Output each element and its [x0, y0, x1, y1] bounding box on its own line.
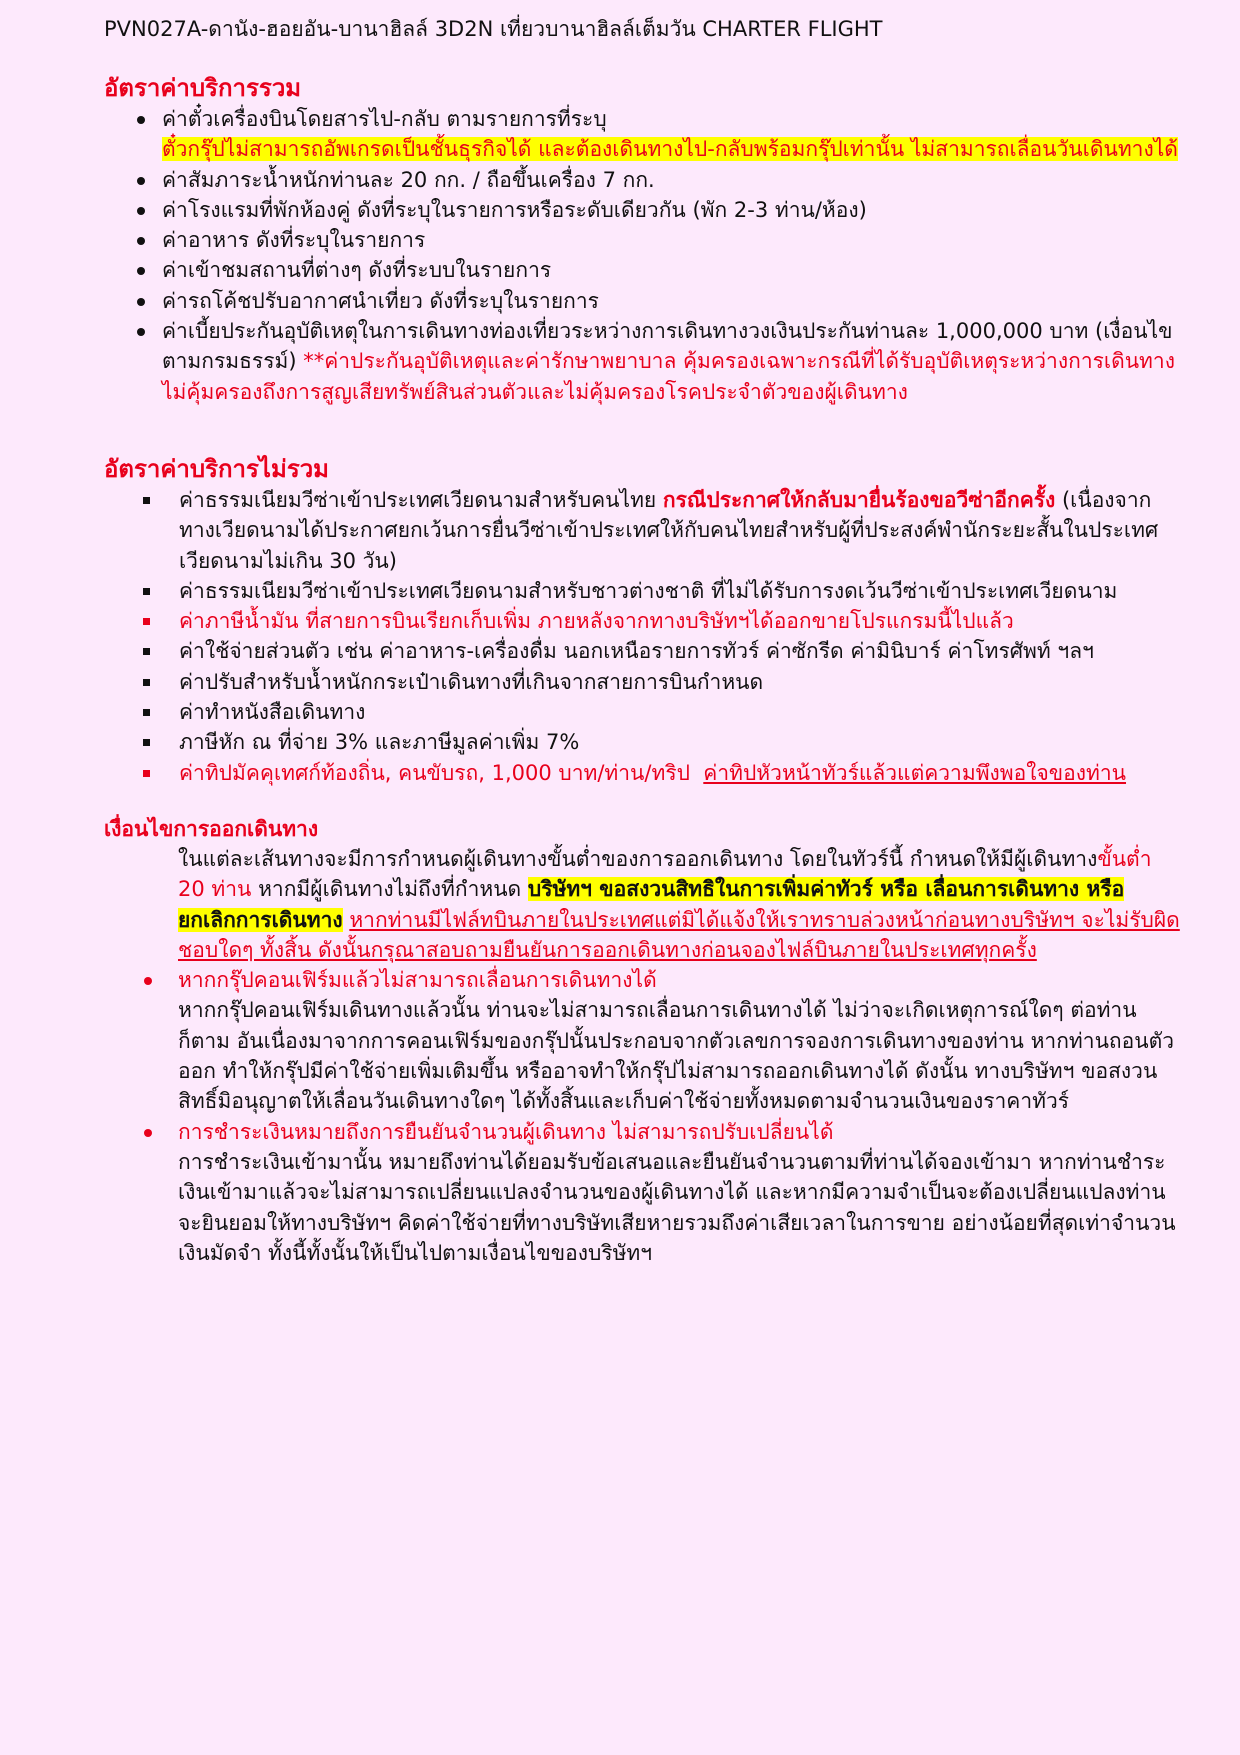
list-item: [104, 225, 1180, 255]
personal-expenses-text: ค่าใช้จ่ายส่วนตัว เช่น ค่าอาหาร-เครื่องดื่ม นอกเหนือรายการทัวร์ ค่าซักรีด ค่ามินิบาร์ ค่าโทรศัพท์ ฯลฯ: [179, 639, 1094, 664]
list-item: [104, 316, 1180, 407]
visa-thai-text: ค่าธรรมเนียมวีซ่าเข้าประเทศเวียดนามสำหรับคนไทย: [179, 487, 657, 512]
included-section: [104, 72, 1180, 407]
visa-thai-note: (เนื่องจากทางเวียดนามได้ประกาศยกเว้นการยื่นวีซ่าเข้าประเทศให้กับคนไทยสำหรับผู้ที่ประสงค์พำนักระยะสั้นในประเทศเวียดนามไม่เกิน 30 วัน): [179, 487, 1159, 573]
list-item: [104, 1117, 1180, 1268]
hotel-text: ค่าโรงแรมที่พักห้องคู่ ดังที่ระบุในรายการหรือระดับเดียวกัน (พัก 2-3 ท่าน/ห้อง): [162, 197, 867, 222]
passport-text: ค่าทำหนังสือเดินทาง: [179, 700, 366, 725]
list-item: [104, 606, 1180, 636]
visa-foreign-text: ค่าธรรมเนียมวีซ่าเข้าประเทศเวียดนามสำหรับชาวต่างชาติ ที่ไม่ได้รับการงดเว้นวีซ่าเข้าประเทศเวียดนาม: [179, 578, 1118, 603]
meals-text: ค่าอาหาร ดังที่ระบุในรายการ: [162, 228, 426, 253]
reservation-rights: บริษัทฯ ขอสงวนสิทธิในการเพิ่มค่าทัวร์ หรือ เลื่อนการเดินทาง หรือ ยกเลิกการเดินทาง: [178, 877, 1125, 932]
visa-thai-bold: กรณีประกาศให้กลับมายื่นร้องขอวีซ่าอีกครั้ง: [662, 487, 1056, 512]
attractions-text: ค่าเข้าชมสถานที่ต่างๆ ดังที่ระบบในรายการ: [162, 258, 552, 283]
list-item: [104, 286, 1180, 316]
conditions-intro: [104, 844, 1180, 965]
condition-1-title: หากกรุ๊ปคอนเฟิร์มแล้วไม่สามารถเลื่อนการเดินทางได้: [178, 968, 657, 993]
excluded-section: [104, 453, 1180, 788]
list-item: [104, 965, 1180, 1116]
condition-2-text: การชำระเงินเข้ามานั้น หมายถึงท่านได้ยอมรับข้อเสนอและยืนยันจำนวนตามที่ท่านได้จองเข้ามา หากท่านชำระเงินเข้ามาแล้วจะไม่สามารถเปลี่ยนแปลงจำนวนของผู้เดินทางได้ และหากมีความจำเป็นจะต้องเปลี่ยนแปลงท่านจะยินยอมให้ทางบริษัทฯ คิดค่าใช้จ่ายที่ทางบริษัทเสียหายรวมถึงค่าเสียเวลาในการขาย อย่างน้อยที่สุดเท่าจำนวนเงินมัดจำ ทั้งนี้ทั้งนั้นให้เป็นไปตามเงื่อนไขของบริษัทฯ: [178, 1149, 1176, 1265]
condition-1-text: หากกรุ๊ปคอนเฟิร์มเดินทางแล้วนั้น ท่านจะไม่สามารถเลื่อนการเดินทางได้ ไม่ว่าจะเกิดเหตุการณ์ใดๆ ต่อท่านก็ตาม อันเนื่องมาจากการคอนเฟิร์มของกรุ๊ปนั้นประกอบจากตัวเลขการจองการเดินทางของท่าน หากท่านถอนตัวออก ทำให้กรุ๊ปมีค่าใช้จ่ายเพิ่มเติมขึ้น หรืออาจทำให้กรุ๊ปไม่สามารถออกเดินทางได้ ดังนั้น ทางบริษัทฯ ขอสงวนสิทธิ์มิอนุญาตให้เลื่อนวันเดินทางใดๆ ได้ทั้งสิ้นและเก็บค่าใช้จ่ายทั้งหมดตามจำนวนเงินของราคาทัวร์: [178, 998, 1175, 1114]
condition-2-title: การชำระเงินหมายถึงการยืนยันจำนวนผู้เดินทาง ไม่สามารถปรับเปลี่ยนได้: [178, 1119, 834, 1144]
list-item: [104, 195, 1180, 225]
list-item: [104, 758, 1180, 788]
list-item: [104, 485, 1180, 576]
included-list: [104, 104, 1180, 407]
list-item: [104, 104, 1180, 165]
excluded-list: [104, 485, 1180, 788]
included-heading: อัตราค่าบริการรวม: [104, 74, 302, 102]
conditions-list: [104, 965, 1180, 1268]
overweight-text: ค่าปรับสำหรับน้ำหนักกระเป๋าเดินทางที่เกินจากสายการบินกำหนด: [179, 669, 764, 694]
list-item: [104, 727, 1180, 757]
conditions-heading: เงื่อนไขการออกเดินทาง: [104, 816, 319, 841]
insurance-note: **ค่าประกันอุบัติเหตุและค่ารักษาพยาบาล คุ้มครองเฉพาะกรณีที่ได้รับอุบัติเหตุระหว่างการเดินทาง ไม่คุ้มครองถึงการสูญเสียทรัพย์สินส่วนตัวและไม่คุ้มครองโรคประจำตัวของผู้เดินทาง: [162, 349, 1175, 404]
list-item: [104, 697, 1180, 727]
air-ticket-text: ค่าตั๋วเครื่องบินโดยสารไป-กลับ ตามรายการที่ระบุ: [162, 107, 607, 131]
baggage-text: ค่าสัมภาระน้ำหนักท่านละ 20 กก. / ถือขึ้นเครื่อง 7 กก.: [162, 167, 655, 192]
tips-leader-text: ค่าทิปหัวหน้าทัวร์แล้วแต่ความพึงพอใจของท่าน: [703, 760, 1127, 785]
insurance-text: ค่าเบี้ยประกันอุบัติเหตุในการเดินทางท่องเที่ยวระหว่างการเดินทางวงเงินประกันท่านละ 1,000,000 บาท (เงื่อนไขตามกรมธรรม์): [162, 319, 1173, 374]
list-item: [104, 255, 1180, 285]
min-travelers: ขั้นต่ำ 20 ท่าน: [178, 846, 1152, 902]
fuel-tax-text: ค่าภาษีน้ำมัน ที่สายการบินเรียกเก็บเพิ่ม ภายหลังจากทางบริษัทฯได้ออกขายโปรแกรมนี้ไปแล้ว: [179, 609, 1014, 634]
excluded-heading: อัตราค่าบริการไม่รวม: [104, 454, 329, 483]
air-ticket-note: ตั๋วกรุ๊ปไม่สามารถอัพเกรดเป็นชั้นธุรกิจได้ และต้องเดินทางไป-กลับพร้อมกรุ๊ปเท่านั้น ไม่สามารถเลื่อนวันเดินทางได้: [162, 137, 1178, 162]
list-item: [104, 165, 1180, 195]
list-item: [104, 576, 1180, 606]
domestic-flight-warning: หากท่านมีไฟล์ทบินภายในประเทศแต่มิได้แจ้งให้เราทราบล่วงหน้าก่อนทางบริษัทฯ จะไม่รับผิดชอบใดๆ ทั้งสิ้น ดังนั้นกรุณาสอบถามยืนยันการออกเดินทางก่อนจองไฟล์บินภายในประเทศทุกครั้ง: [178, 907, 1180, 962]
tax-text: ภาษีหัก ณ ที่จ่าย 3% และภาษีมูลค่าเพิ่ม 7%: [179, 730, 580, 755]
list-item: [104, 636, 1180, 666]
list-item: [104, 667, 1180, 697]
intro-text-2: หากมีผู้เดินทางไม่ถึงที่กำหนด: [258, 877, 522, 902]
intro-text: ในแต่ละเส้นทางจะมีการกำหนดผู้เดินทางขั้นต่ำของการออกเดินทาง โดยในทัวร์นี้ กำหนดให้มีผู้เดินทาง: [178, 846, 1098, 871]
tips-text: ค่าทิปมัคคุเทศก์ท้องถิ่น, คนขับรถ, 1,000 บาท/ท่าน/ทริป: [179, 760, 690, 785]
coach-text: ค่ารถโค้ชปรับอากาศนำเที่ยว ดังที่ระบุในรายการ: [162, 288, 599, 313]
conditions-section: [104, 814, 1180, 1268]
tour-title: PVN027A-ดานัง-ฮอยอัน-บานาฮิลล์ 3D2N เที่ยวบานาฮิลล์เต็มวัน CHARTER FLIGHT: [104, 17, 883, 41]
